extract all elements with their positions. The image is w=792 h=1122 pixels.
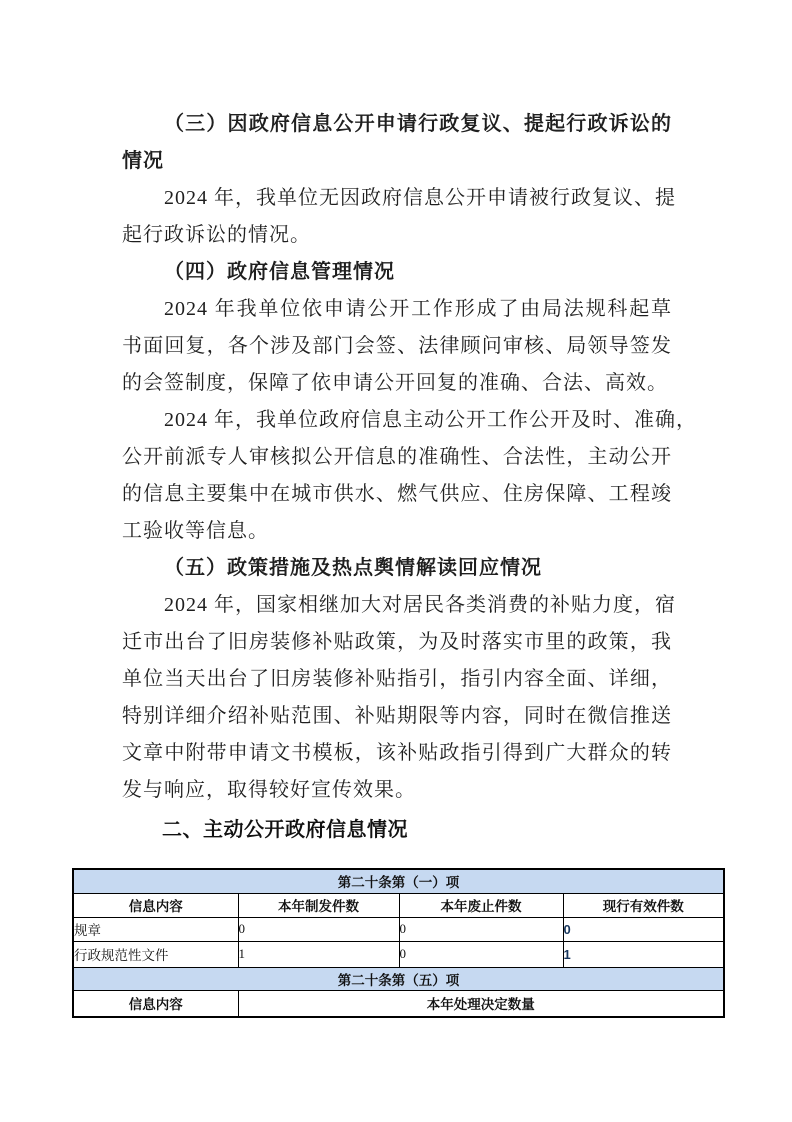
table-footer-row (73, 990, 724, 1017)
cell-repealed-count: 0 (399, 917, 563, 941)
text-line: 2024 年，我单位无因政府信息公开申请被行政复议、提 (164, 187, 676, 209)
text-line: 2024 年，国家相继加大对居民各类消费的补贴力度，宿 (164, 594, 676, 616)
col-header-made-count: 本年制发件数 (238, 893, 399, 917)
table-band-article20-5 (73, 967, 724, 990)
footer-label: 信息内容 (73, 990, 238, 1017)
text-line: （三）因政府信息公开申请行政复议、提起行政诉讼的 (164, 113, 672, 135)
text-line: 的会签制度，保障了依申请公开回复的准确、合法、高效。 (122, 372, 668, 394)
body-text (122, 106, 697, 849)
text-line: 的信息主要集中在城市供水、燃气供应、住房保障、工程竣 (122, 483, 672, 505)
table-row-regulations (73, 917, 724, 941)
text-line: 2024 年，我单位政府信息主动公开工作公开及时、准确， (164, 409, 697, 431)
text-line: 单位当天出台了旧房装修补贴指引，指引内容全面、详细， (122, 668, 672, 690)
footer-decision-count-header: 本年处理决定数量 (238, 990, 724, 1017)
text-line: 发与响应，取得较好宣传效果。 (122, 779, 416, 801)
band-title: 第二十条第（一）项 (73, 869, 724, 893)
col-header-valid-count: 现行有效件数 (563, 893, 724, 917)
text-line: 起行政诉讼的情况。 (122, 224, 311, 246)
text-line: 特别详细介绍补贴范围、补贴期限等内容，同时在微信推送 (122, 705, 672, 727)
text-line: 文章中附带申请文书模板，该补贴政指引得到广大群众的转 (122, 742, 672, 764)
text-line: 公开前派专人审核拟公开信息的准确性、合法性，主动公开 (122, 446, 672, 468)
col-header-info-content: 信息内容 (73, 893, 238, 917)
text-line: （五）政策措施及热点舆情解读回应情况 (164, 557, 542, 579)
cell-row-label: 规章 (73, 917, 238, 941)
section-heading: 二、主动公开政府信息情况 (162, 819, 408, 841)
cell-made-count: 0 (238, 917, 399, 941)
table-header-row (73, 893, 724, 917)
text-line: 情况 (122, 150, 164, 172)
text-line: 工验收等信息。 (122, 520, 269, 542)
cell-made-count: 1 (238, 941, 399, 967)
text-line: 书面回复，各个涉及部门会签、法律顾问审核、局领导签发 (122, 335, 672, 357)
cell-valid-count: 0 (563, 917, 724, 941)
cell-valid-count: 1 (563, 941, 724, 967)
disclosure-table (72, 868, 725, 1018)
text-line: 2024 年我单位依申请公开工作形成了由局法规科起草 (164, 298, 672, 320)
col-header-repealed-count: 本年废止件数 (399, 893, 563, 917)
band-title: 第二十条第（五）项 (73, 967, 724, 990)
text-line: （四）政府信息管理情况 (164, 261, 395, 283)
cell-repealed-count: 0 (399, 941, 563, 967)
table-band-article20-1 (73, 869, 724, 893)
table-row-normative-documents (73, 941, 724, 967)
cell-row-label: 行政规范性文件 (73, 941, 238, 967)
text-line: 迁市出台了旧房装修补贴政策，为及时落实市里的政策，我 (122, 631, 672, 653)
